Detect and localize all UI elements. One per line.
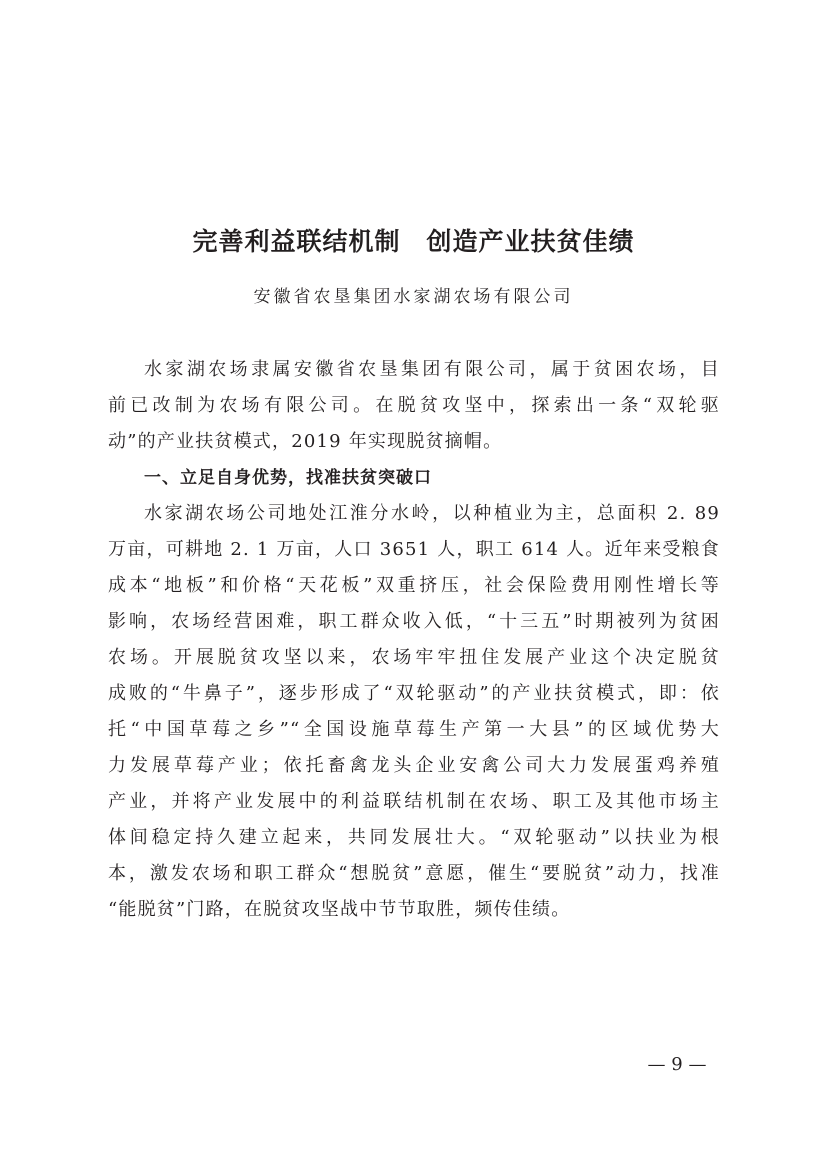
- document-body: [108, 352, 720, 928]
- body-line: 农场。开展脱贫攻坚以来，农场牢牢扭住发展产业这个决定脱贫: [108, 647, 720, 668]
- body-line: 成败的“牛鼻子”，逐步形成了“双轮驱动”的产业扶贫模式，即：依: [108, 683, 720, 704]
- body-line: “能脱贫”门路，在脱贫攻坚战中节节取胜，频传佳绩。: [108, 899, 571, 920]
- body-line: 影响，农场经营困难，职工群众收入低，“十三五”时期被列为贫困: [108, 611, 720, 632]
- body-line: 力发展草莓产业；依托畜禽龙头企业安禽公司大力发展蛋鸡养殖: [108, 755, 720, 776]
- body-line: 水家湖农场公司地处江淮分水岭，以种植业为主，总面积 2. 89: [144, 503, 720, 524]
- section-heading: 一、立足自身优势，找准扶贫突破口: [144, 468, 432, 488]
- body-line: 产业，并将产业发展中的利益联结机制在农场、职工及其他市场主: [108, 791, 720, 812]
- page-number: — 9 —: [647, 1054, 707, 1075]
- body-line: 本，激发农场和职工群众“想脱贫”意愿，催生“要脱贫”动力，找准: [108, 863, 720, 884]
- body-line: 前已改制为农场有限公司。在脱贫攻坚中，探索出一条“双轮驱: [108, 395, 720, 416]
- document-title: 完善利益联结机制 创造产业扶贫佳绩: [192, 227, 635, 256]
- body-line: 水家湖农场隶属安徽省农垦集团有限公司，属于贫困农场，目: [144, 359, 720, 380]
- body-line: 体间稳定持久建立起来，共同发展壮大。“双轮驱动”以扶业为根: [108, 827, 720, 848]
- body-line: 万亩，可耕地 2. 1 万亩，人口 3651 人，职工 614 人。近年来受粮食: [108, 539, 720, 560]
- organization-name: 安徽省农垦集团水家湖农场有限公司: [253, 287, 574, 307]
- body-line: 成本“地板”和价格“天花板”双重挤压，社会保险费用刚性增长等: [108, 575, 720, 596]
- body-line: 托“中国草莓之乡”“全国设施草莓生产第一大县”的区域优势大: [108, 719, 720, 740]
- body-line: 动”的产业扶贫模式，2019 年实现脱贫摘帽。: [108, 431, 503, 452]
